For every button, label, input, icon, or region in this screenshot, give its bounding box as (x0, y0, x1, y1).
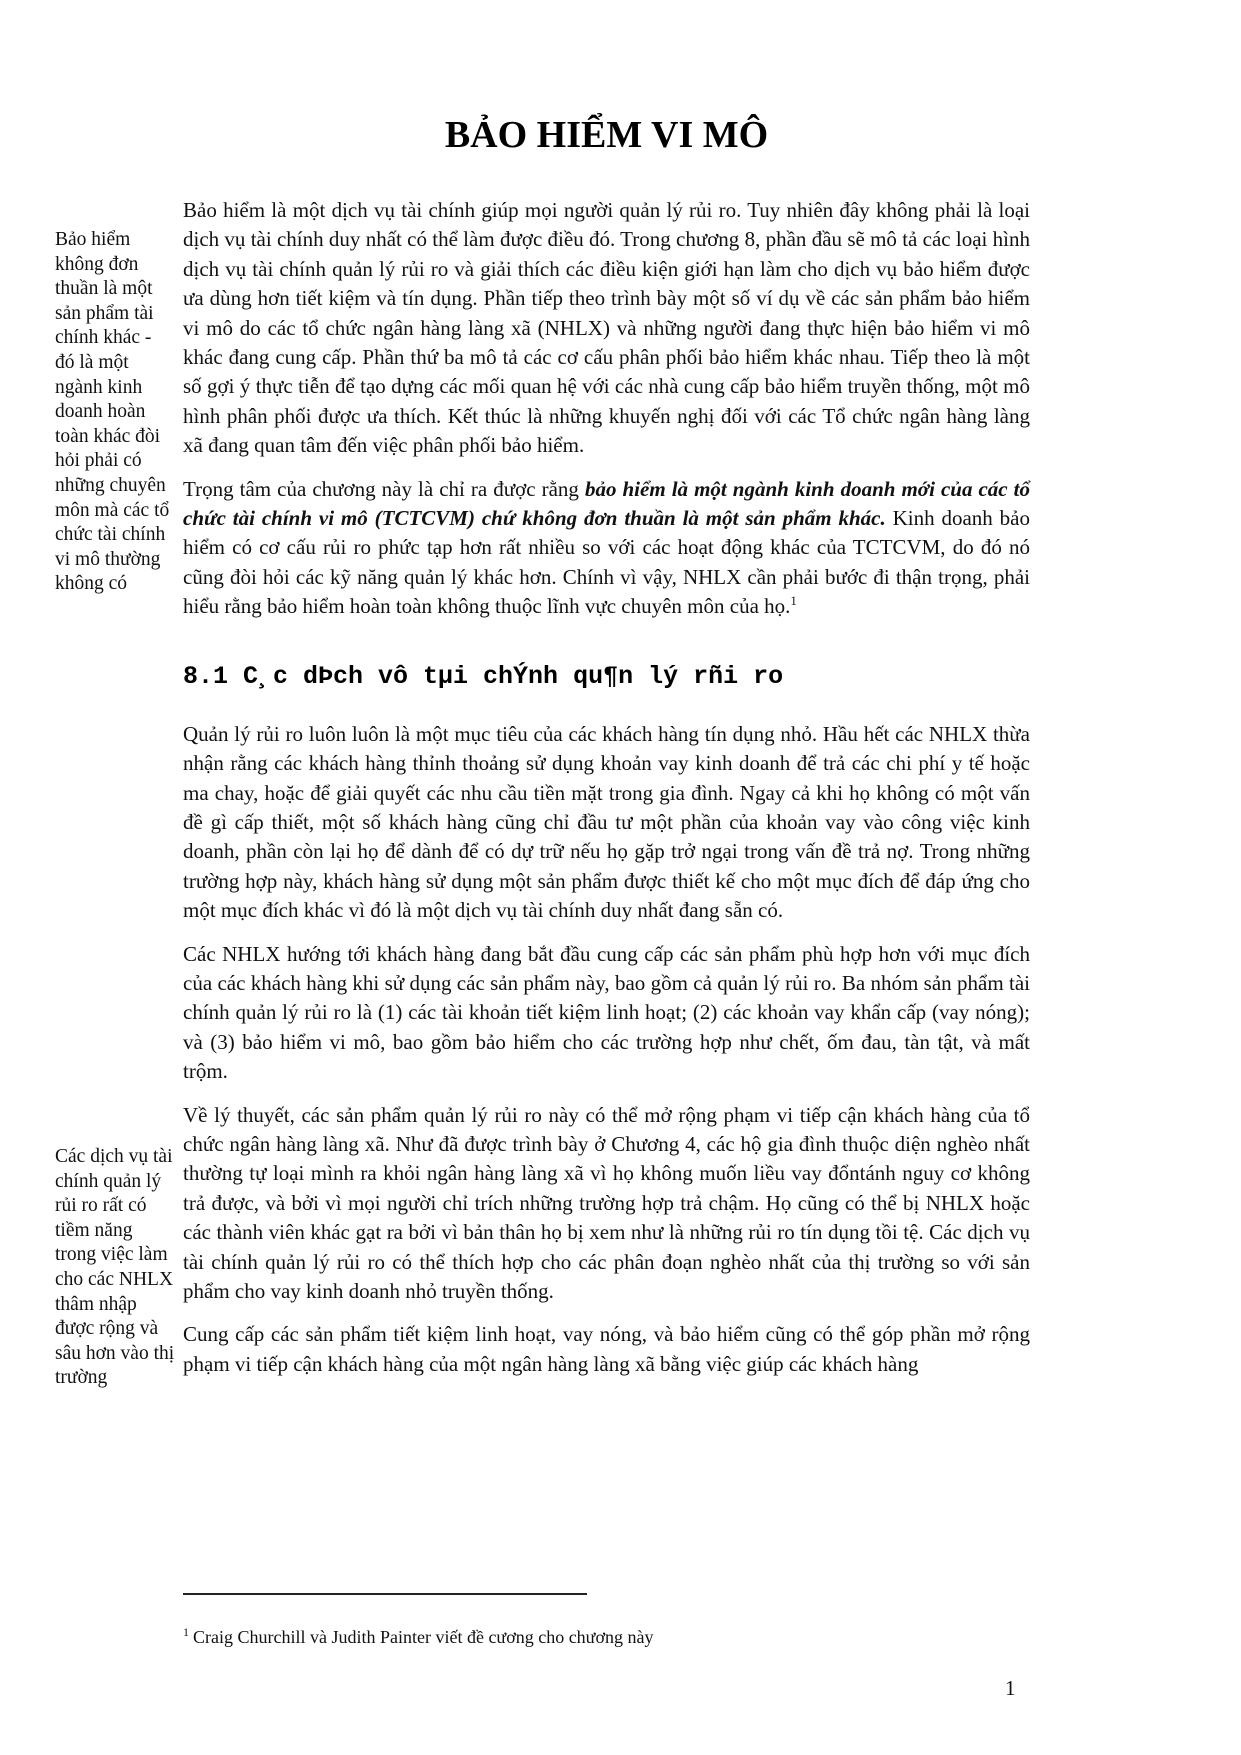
paragraph-chapter-focus-emphasis: bảo hiểm là một ngành kinh doanh mới của các tổ chức tài chính vi mô (TCTCVM) chứ không đơn thuần là một sản phẩm khác. (183, 476, 1030, 531)
page-number: 1 (1005, 1676, 1016, 1700)
margin-note-risk-management-potential: Các dịch vụ tài chính quản lý rủi ro rất có tiềm năng trong việc làm cho các NHLX thâm nhập được rộng và sâu hơn vào thị trường (55, 1146, 175, 1389)
margin-note-insurance-business: Bảo hiểm không đơn thuần là một sản phẩm tài chính khác - đó là một ngành kinh doanh hoàn toàn khác đòi hỏi phải có những chuyên môn mà các tổ chức tài chính vi mô thường không có (55, 229, 170, 595)
paragraph-chapter-focus (183, 475, 1030, 622)
footnote-text (183, 1621, 1030, 1649)
paragraph-flexible-savings: Cung cấp các sản phẩm tiết kiệm linh hoạt, vay nóng, và bảo hiểm cũng có thể góp phần mở rộng phạm vi tiếp cận khách hàng của một ngân hàng làng xã bằng việc giúp các khách hàng (183, 1322, 1030, 1376)
paragraph-chapter-focus-prefix: Trọng tâm của chương này là chỉ ra được rằng (183, 476, 585, 501)
footnote-reference-1: 1 (790, 593, 797, 609)
paragraph-chapter-focus-suffix: Kinh doanh bảo hiểm có cơ cấu rủi ro phức tạp hơn rất nhiều so với các hoạt động khác của TCTCVM, do đó nó cũng đòi hỏi các kỹ năng quản lý khác hơn. Chính vì vậy, NHLX cần phải bước đi thận trọng, phải hiểu rằng bảo hiểm hoàn toàn không thuộc lĩnh vực chuyên môn của họ. (183, 506, 1030, 619)
page-title: BẢO HIỂM VI MÔ (444, 114, 769, 157)
main-text-column (183, 196, 1030, 1393)
footnote-separator-rule (183, 1593, 587, 1595)
paragraph-risk-management-goal: Quản lý rủi ro luôn luôn là một mục tiêu của các khách hàng tín dụng nhỏ. Hầu hết các NHLX thừa nhận rằng các khách hàng thỉnh thoảng sử dụng khoản vay kinh doanh để trả các chi phí y tế hoặc ma chay, hoặc để giải quyết các nhu cầu tiền mặt trong gia đình. Ngay cả khi họ không có một vấn đề gì cấp thiết, một số khách hàng cũng chỉ đầu tư một phần của khoản vay vào công việc kinh doanh, phần còn lại họ để dành để có dự trữ nếu họ gặp trở ngại trong vấn đề trả nợ. Trong những trường hợp này, khách hàng sử dụng một sản phẩm được thiết kế cho một mục đích để đáp ứng cho một mục đích khác vì đó là một dịch vụ tài chính duy nhất đang sẵn có. (183, 721, 1030, 923)
paragraph-three-product-groups: Các NHLX hướng tới khách hàng đang bắt đầu cung cấp các sản phẩm phù hợp hơn với mục đích của các khách hàng khi sử dụng các sản phẩm này, bao gồm cả quản lý rủi ro. Ba nhóm sản phẩm tài chính quản lý rủi ro là (1) các tài khoản tiết kiệm linh hoạt; (2) các khoản vay khẩn cấp (vay nóng); và (3) bảo hiểm vi mô, bao gồm bảo hiểm cho các trường hợp như chết, ốm đau, tàn tật, và mất trộm. (183, 941, 1030, 1084)
section-heading-8-1: 8.1 C¸c dÞch vô tµi chÝnh qu¶n lý rñi ro (183, 661, 784, 691)
footnote-content: Craig Churchill và Judith Painter viết đề cương cho chương này (193, 1627, 654, 1647)
paragraph-theory-outreach: Về lý thuyết, các sản phẩm quản lý rủi ro này có thể mở rộng phạm vi tiếp cận khách hàng của tổ chức ngân hàng làng xã. Như đã được trình bày ở Chương 4, các hộ gia đình thuộc diện nghèo nhất thường tự loại mình ra khỏi ngân hàng làng xã vì họ không muốn liều vay đổntánh nguy cơ không trả được, và bởi vì mọi người chỉ trích những trường hợp trả chậm. Họ cũng có thể bị NHLX hoặc các thành viên khác gạt ra bởi vì bản thân họ bị xem như là những rủi ro tín dụng tồi tệ. Các dịch vụ tài chính quản lý rủi ro có thể thích hợp cho các phân đoạn nghèo nhất của thị trường so với sản phẩm cho vay kinh doanh nhỏ truyền thống. (183, 1102, 1030, 1303)
footnote-number: 1 (183, 1625, 189, 1639)
paragraph-intro: Bảo hiểm là một dịch vụ tài chính giúp mọi người quản lý rủi ro. Tuy nhiên đây không phải là loại dịch vụ tài chính duy nhất có thể làm được điều đó. Trong chương 8, phần đầu sẽ mô tả các loại hình dịch vụ tài chính quản lý rủi ro và giải thích các điều kiện giới hạn làm cho dịch vụ bảo hiểm được ưa dùng hơn tiết kiệm và tín dụng. Phần tiếp theo trình bày một số ví dụ về các sản phẩm bảo hiểm vi mô do các tổ chức ngân hàng làng xã (NHLX) và những người đang thực hiện bảo hiểm vi mô khác đang cung cấp. Phần thứ ba mô tả các cơ cấu phân phối bảo hiểm khác nhau. Tiếp theo là một số gợi ý thực tiễn để tạo dựng các mối quan hệ với các nhà cung cấp bảo hiểm truyền thống, một mô hình phân phối được ưa thích. Kết thúc là những khuyến nghị đối với các Tổ chức ngân hàng làng xã đang quan tâm đến việc phân phối bảo hiểm. (183, 198, 1030, 458)
footnote-block (183, 1593, 1030, 1649)
